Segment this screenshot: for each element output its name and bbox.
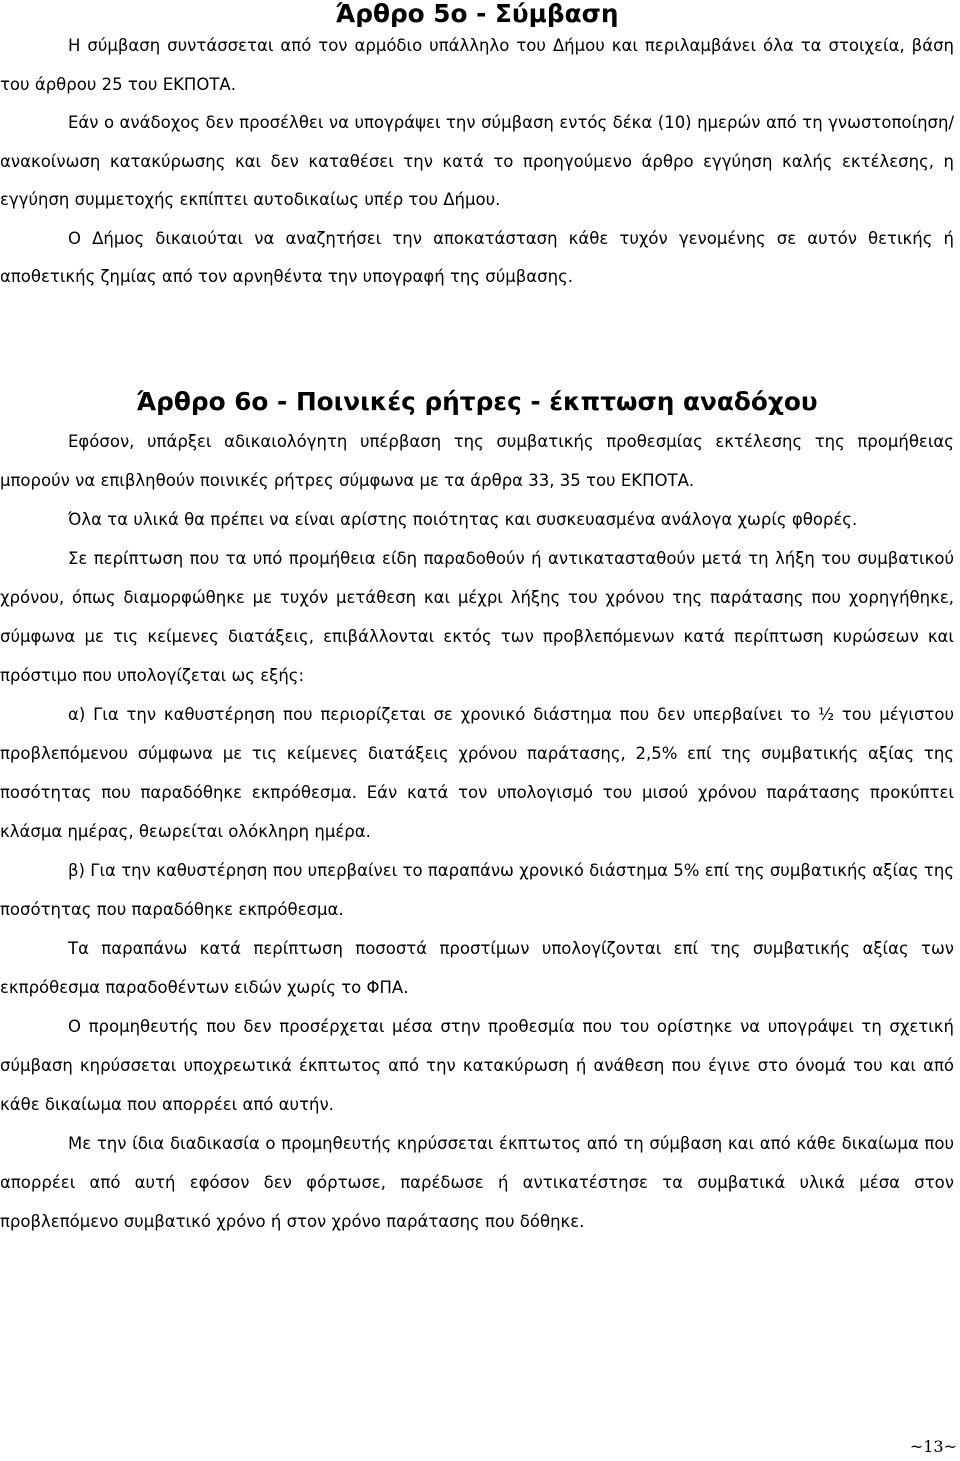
- article-6-paragraph-8: Με την ίδια διαδικασία ο προμηθευτής κηρύσσεται έκπτωτος από τη σύμβαση και από κάθε δικαίωμα που απορρέει από αυτή εφόσον δεν φόρτωσε, παρέδωσε ή αντικατέστησε τα συμβατικά υλικά μέσα στον προβλεπόμενο συμβατικό χρόνο ή στον χρόνο παράτασης που δόθηκε.: [0, 1133, 954, 1231]
- article-6-title: Άρθρο 6ο - Ποινικές ρήτρες - έκπτωση αναδόχου: [136, 386, 818, 416]
- article-6-paragraph-5: β) Για την καθυστέρηση που υπερβαίνει το παραπάνω χρονικό διάστημα 5% επί της συμβατικής αξίας της ποσότητας που παραδόθηκε εκπρόθεσμα.: [0, 860, 954, 919]
- article-5-paragraph-2: Εάν ο ανάδοχος δεν προσέλθει να υπογράψει την σύμβαση εντός δέκα (10) ημερών από τη γνωστοποίηση/ανακοίνωση κατακύρωσης και δεν καταθέσει την κατά το προηγούμενο άρθρο εγγύηση καλής εκτέλεσης, η εγγύηση συμμετοχής εκπίπτει αυτοδικαίως υπέρ του Δήμου.: [0, 113, 954, 209]
- article-6-paragraph-1: Εφόσον, υπάρξει αδικαιολόγητη υπέρβαση της συμβατικής προθεσμίας εκτέλεσης της προμήθειας μπορούν να επιβληθούν ποινικές ρήτρες σύμφωνα με τα άρθρα 33, 35 του ΕΚΠΟΤΑ.: [0, 431, 954, 490]
- article-5-paragraph-1: Η σύμβαση συντάσσεται από τον αρμόδιο υπάλληλο του Δήμου και περιλαμβάνει όλα τα στοιχεία, βάση του άρθρου 25 του ΕΚΠΟΤΑ.: [0, 36, 954, 94]
- article-6-paragraph-2: Όλα τα υλικά θα πρέπει να είναι αρίστης ποιότητας και συσκευασμένα ανάλογα χωρίς φθορές.: [68, 509, 858, 529]
- article-5-title: Άρθρο 5ο - Σύμβαση: [335, 0, 619, 28]
- page-number: ~13~: [909, 1437, 957, 1456]
- article-6-paragraph-3: Σε περίπτωση που τα υπό προμήθεια είδη παραδοθούν ή αντικατασταθούν μετά τη λήξη του συμβατικού χρόνου, όπως διαμορφώθηκε με τυχόν μετάθεση και μέχρι λήξης του χρόνου της παράτασης που χορηγήθηκε, σύμφωνα με τις κείμενες διατάξεις, επιβάλλονται εκτός των προβλεπόμενων κατά περίπτωση κυρώσεων και πρόστιμο που υπολογίζεται ως εξής:: [0, 548, 954, 685]
- article-5-paragraph-3: Ο Δήμος δικαιούται να αναζητήσει την αποκατάσταση κάθε τυχόν γενομένης σε αυτόν θετικής ή αποθετικής ζημίας από τον αρνηθέντα την υπογραφή της σύμβασης.: [0, 228, 954, 286]
- article-6-paragraph-4: α) Για την καθυστέρηση που περιορίζεται σε χρονικό διάστημα που δεν υπερβαίνει το ½ του μέγιστου προβλεπόμενου σύμφωνα με τις κείμενες διατάξεις χρόνου παράτασης, 2,5% επί της συμβατικής αξίας της ποσότητας που παραδόθηκε εκπρόθεσμα. Εάν κατά τον υπολογισμό του μισού χρόνου παράτασης προκύπτει κλάσμα ημέρας, θεωρείται ολόκληρη ημέρα.: [0, 704, 954, 841]
- article-6-paragraph-6: Τα παραπάνω κατά περίπτωση ποσοστά προστίμων υπολογίζονται επί της συμβατικής αξίας των εκπρόθεσμα παραδοθέντων ειδών χωρίς το ΦΠΑ.: [0, 938, 954, 997]
- article-6-paragraph-7: Ο προμηθευτής που δεν προσέρχεται μέσα στην προθεσμία που του ορίστηκε να υπογράψει τη σχετική σύμβαση κηρύσσεται υποχρεωτικά έκπτωτος από την κατακύρωση ή ανάθεση που έγινε στο όνομά του και από κάθε δικαίωμα που απορρέει από αυτήν.: [0, 1016, 954, 1114]
